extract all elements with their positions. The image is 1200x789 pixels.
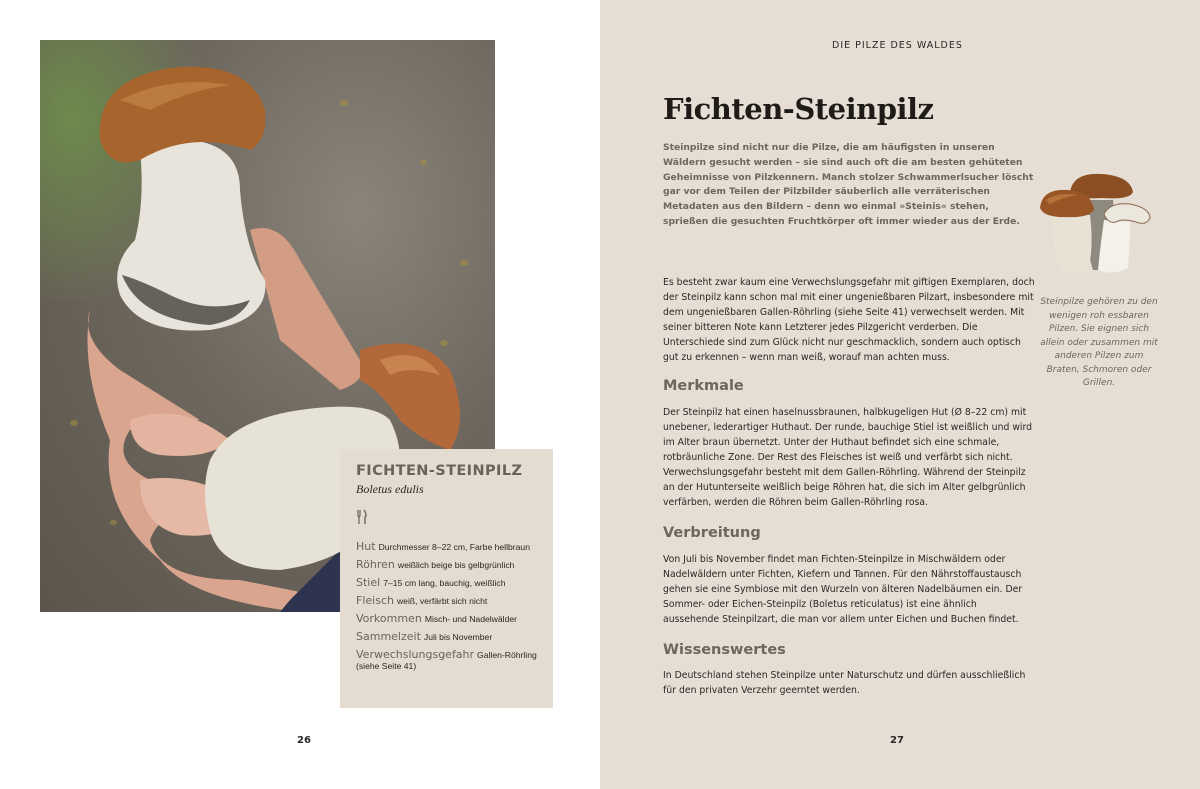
fact-hut: [356, 541, 537, 553]
infobox-facts: [356, 541, 537, 672]
fact-label: Röhren: [356, 558, 395, 571]
fact-value: Durchmesser 8–22 cm, Farbe hellbraun: [378, 542, 530, 552]
section-text-verbreitung: Von Juli bis November findet man Fichten-Steinpilze in Mischwäldern oder Nadelwäldern unter Fichten, Kiefern und Tannen. Für den Nährstoffaustausch gehen sie eine Symbiose mit den Wurzeln von älteren Nadelbäumen ein. Der Sommer- oder Eichen-Steinpilz (Boletus reticulatus) ist eine ähnlich aussehende Steinpilzart, die man vor allem unter Eichen und Buchen findet.: [663, 554, 1023, 625]
page-title: Fichten-Steinpilz: [663, 92, 934, 126]
fact-roehren: [356, 559, 537, 571]
fact-label: Vorkommen: [356, 612, 422, 625]
fact-value: 7–15 cm lang, bauchig, weißlich: [383, 578, 506, 588]
fact-label: Hut: [356, 540, 376, 553]
side-caption: Steinpilze gehören zu den wenigen roh essbaren Pilzen. Sie eignen sich allein oder zusammen mit anderen Pilzen zum Braten, Schmoren oder Grillen.: [1040, 297, 1158, 388]
fact-vorkommen: [356, 613, 537, 625]
fact-value: weißlich beige bis gelbgrünlich: [397, 560, 515, 570]
fact-verwechslungsgefahr: [356, 649, 537, 672]
running-head: DIE PILZE DES WALDES: [832, 40, 963, 51]
intro-paragraph: Es besteht zwar kaum eine Verwechslungsgefahr mit giftigen Exemplaren, doch der Steinpilz kann schon mal mit einer ungenießbaren Pilzart, insbesondere mit dem ungenießbaren Gallen-Röhrling (siehe Seite 41) verwechselt werden. Mit seiner bitteren Note kann Letzterer jedes Pilzgericht verderben. Die Unterschiede sind zum Glück nicht nur geschmacklich, sondern auch optisch gut zu erkennen – wenn man weiß, worauf man achten muss.: [663, 277, 1035, 363]
fact-label: Fleisch: [356, 594, 394, 607]
section-heading-merkmale: Merkmale: [663, 378, 744, 394]
fact-value: weiß, verfärbt sich nicht: [396, 596, 488, 606]
page-number-left: 26: [297, 735, 311, 746]
fact-fleisch: [356, 595, 537, 607]
section-text-wissenswertes: In Deutschland stehen Steinpilze unter Naturschutz und dürfen ausschließlich für den privaten Verzehr geerntet werden.: [663, 670, 1026, 696]
infobox-title: FICHTEN-STEINPILZ: [356, 463, 523, 479]
fork-knife-icon: [356, 509, 537, 527]
fact-value: Misch- und Nadelwälder: [424, 614, 517, 624]
section-heading-wissenswertes: Wissenswertes: [663, 642, 786, 658]
infobox-latin-name: Boletus edulis: [356, 482, 424, 496]
section-text-merkmale: Der Steinpilz hat einen haselnussbraunen, halbkugeligen Hut (Ø 8–22 cm) mit unebener, lederartiger Huthaut. Der runde, bauchige Stiel ist weißlich und wird im Alter braun übernetzt. Unter der Huthaut befindet sich eine schmale, rotbräunliche Zone. Der Rest des Fleisches ist weiß und verfärbt sich nicht. Verwechslungsgefahr besteht mit dem Gallen-Röhrling. Während der Steinpilz an der Hutunterseite weißlich beige Röhren hat, die sich im Alter gelbgrünlich verfärben, werden die Röhren beim Gallen-Röhrling rosa.: [663, 407, 1033, 508]
fact-label: Stiel: [356, 576, 381, 589]
fact-stiel: [356, 577, 537, 589]
fact-value: Gallen-Röhrling (siehe Seite 41): [356, 650, 537, 671]
lead-paragraph: Steinpilze sind nicht nur die Pilze, die am häufigsten in unseren Wäldern gesucht werden – sie sind auch oft die am besten gehüteten Geheimnisse von Pilzkennern. Manch stolzer Schwammerlsucher löscht gar vor dem Teilen der Pilzbilder säuberlich alle verräterischen Metadaten aus den Bildern – denn wo einmal »Steinis« stehen, sprießen die gesuchten Fruchtkörper oft immer wieder aus der Erde.: [663, 142, 1034, 227]
page-number-right: 27: [890, 735, 904, 746]
porcini-illustration: [1038, 170, 1153, 280]
right-page: [600, 0, 1200, 789]
fact-value: Juli bis November: [423, 632, 493, 642]
fact-label: Sammelzeit: [356, 630, 421, 643]
fact-sammelzeit: [356, 631, 537, 643]
fact-label: Verwechslungsgefahr: [356, 648, 475, 661]
section-heading-verbreitung: Verbreitung: [663, 525, 761, 541]
species-info-box: [340, 449, 553, 708]
